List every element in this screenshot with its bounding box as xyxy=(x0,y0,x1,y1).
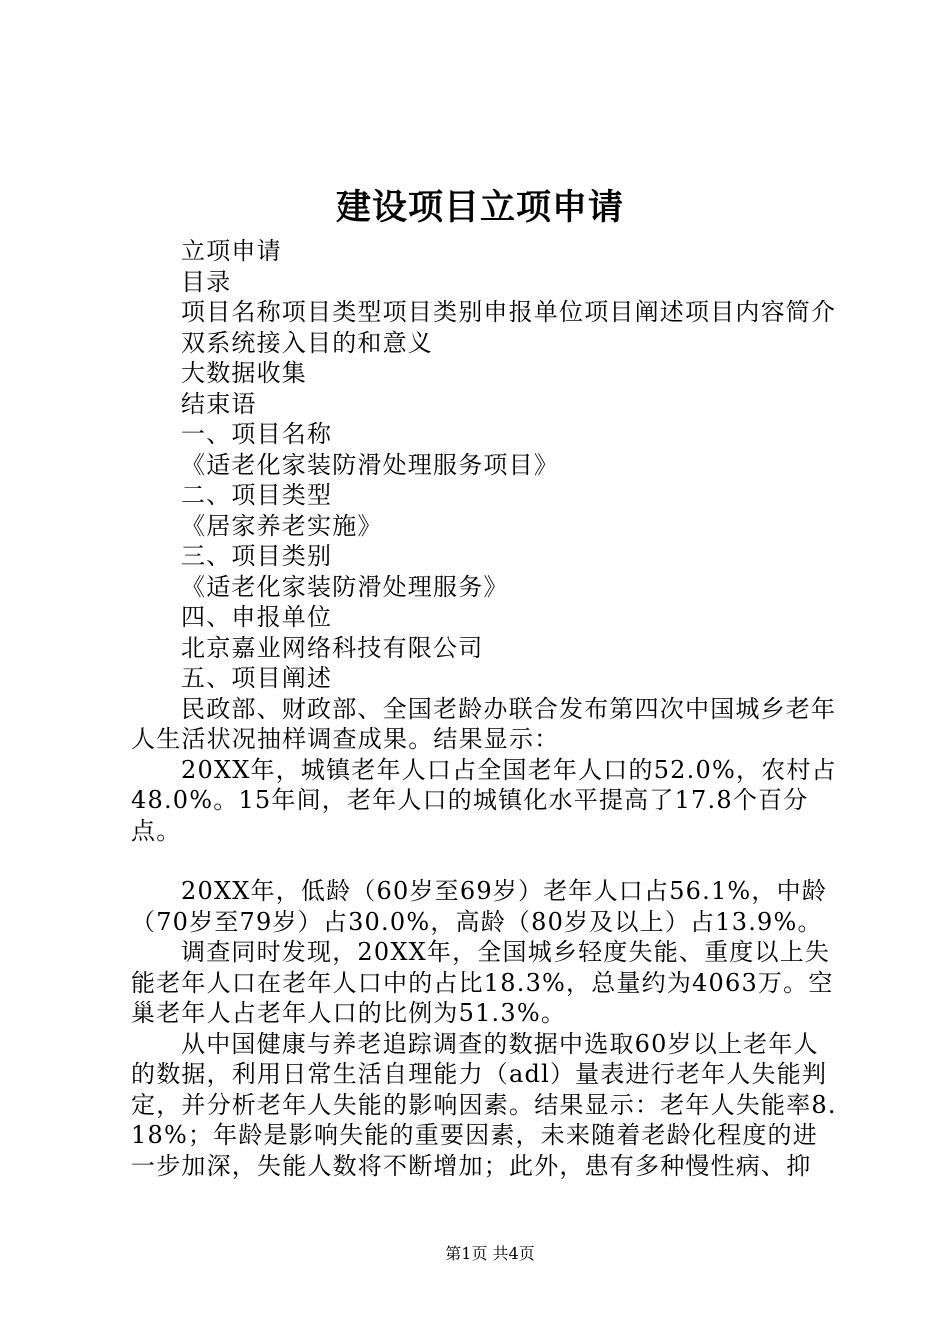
paragraph-9: 二、项目类型 xyxy=(181,481,333,509)
document-title: 建设项目立项申请 xyxy=(335,187,624,228)
paragraph-5: 大数据收集 xyxy=(181,359,307,387)
paragraph-7: 一、项目名称 xyxy=(181,420,333,448)
paragraph-19: 调查同时发现，20XX年，全国城乡轻度失能、重度以上失能老年人口在老年人口中的占比18.3%，总量约为4063万。空巢老年人占老年人口的比例为51.3%。 xyxy=(131,938,834,1027)
paragraph-2: 目录 xyxy=(181,267,232,296)
paragraph-6: 结束语 xyxy=(181,389,257,418)
paragraph-4: 双系统接入目的和意义 xyxy=(181,328,433,357)
paragraph-3: 项目名称项目类型项目类别申报单位项目阐述项目内容简介 xyxy=(181,298,837,326)
paragraph-16: 民政部、财政部、全国老龄办联合发布第四次中国城乡老年人生活状况抽样调查成果。结果显示： xyxy=(131,694,837,753)
paragraph-14: 北京嘉业网络科技有限公司 xyxy=(181,633,484,662)
paragraph-1: 立项申请 xyxy=(181,237,282,265)
paragraph-11: 三、项目类别 xyxy=(181,542,333,570)
paragraph-13: 四、申报单位 xyxy=(181,603,333,631)
paragraph-15: 五、项目阐述 xyxy=(181,664,333,692)
page-footer: 第1页 共4页 xyxy=(445,1244,535,1263)
document-body xyxy=(131,236,843,1181)
paragraph-18: 20XX年，低龄（60岁至69岁）老年人口占56.1%，中龄（70岁至79岁）占30.0%，高龄（80岁及以上）占13.9%。 xyxy=(131,877,828,936)
paragraph-20: 从中国健康与养老追踪调查的数据中选取60岁以上老年人的数据，利用日常生活自理能力（adl）量表进行老年人失能判定，并分析老年人失能的影响因素。结果显示：老年人失能率8.18%；年龄是影响失能的重要因素，未来随着老龄化程度的进一步加深，失能人数将不断增加；此外，患有多种慢性病、抑 xyxy=(131,1029,837,1180)
paragraph-10: 《居家养老实施》 xyxy=(181,511,383,540)
paragraph-8: 《适老化家装防滑处理服务项目》 xyxy=(181,450,559,479)
paragraph-12: 《适老化家装防滑处理服务》 xyxy=(181,572,509,601)
paragraph-17: 20XX年，城镇老年人口占全国老年人口的52.0%，农村占48.0%。15年间，老年人口的城镇化水平提高了17.8个百分点。 xyxy=(131,755,837,845)
